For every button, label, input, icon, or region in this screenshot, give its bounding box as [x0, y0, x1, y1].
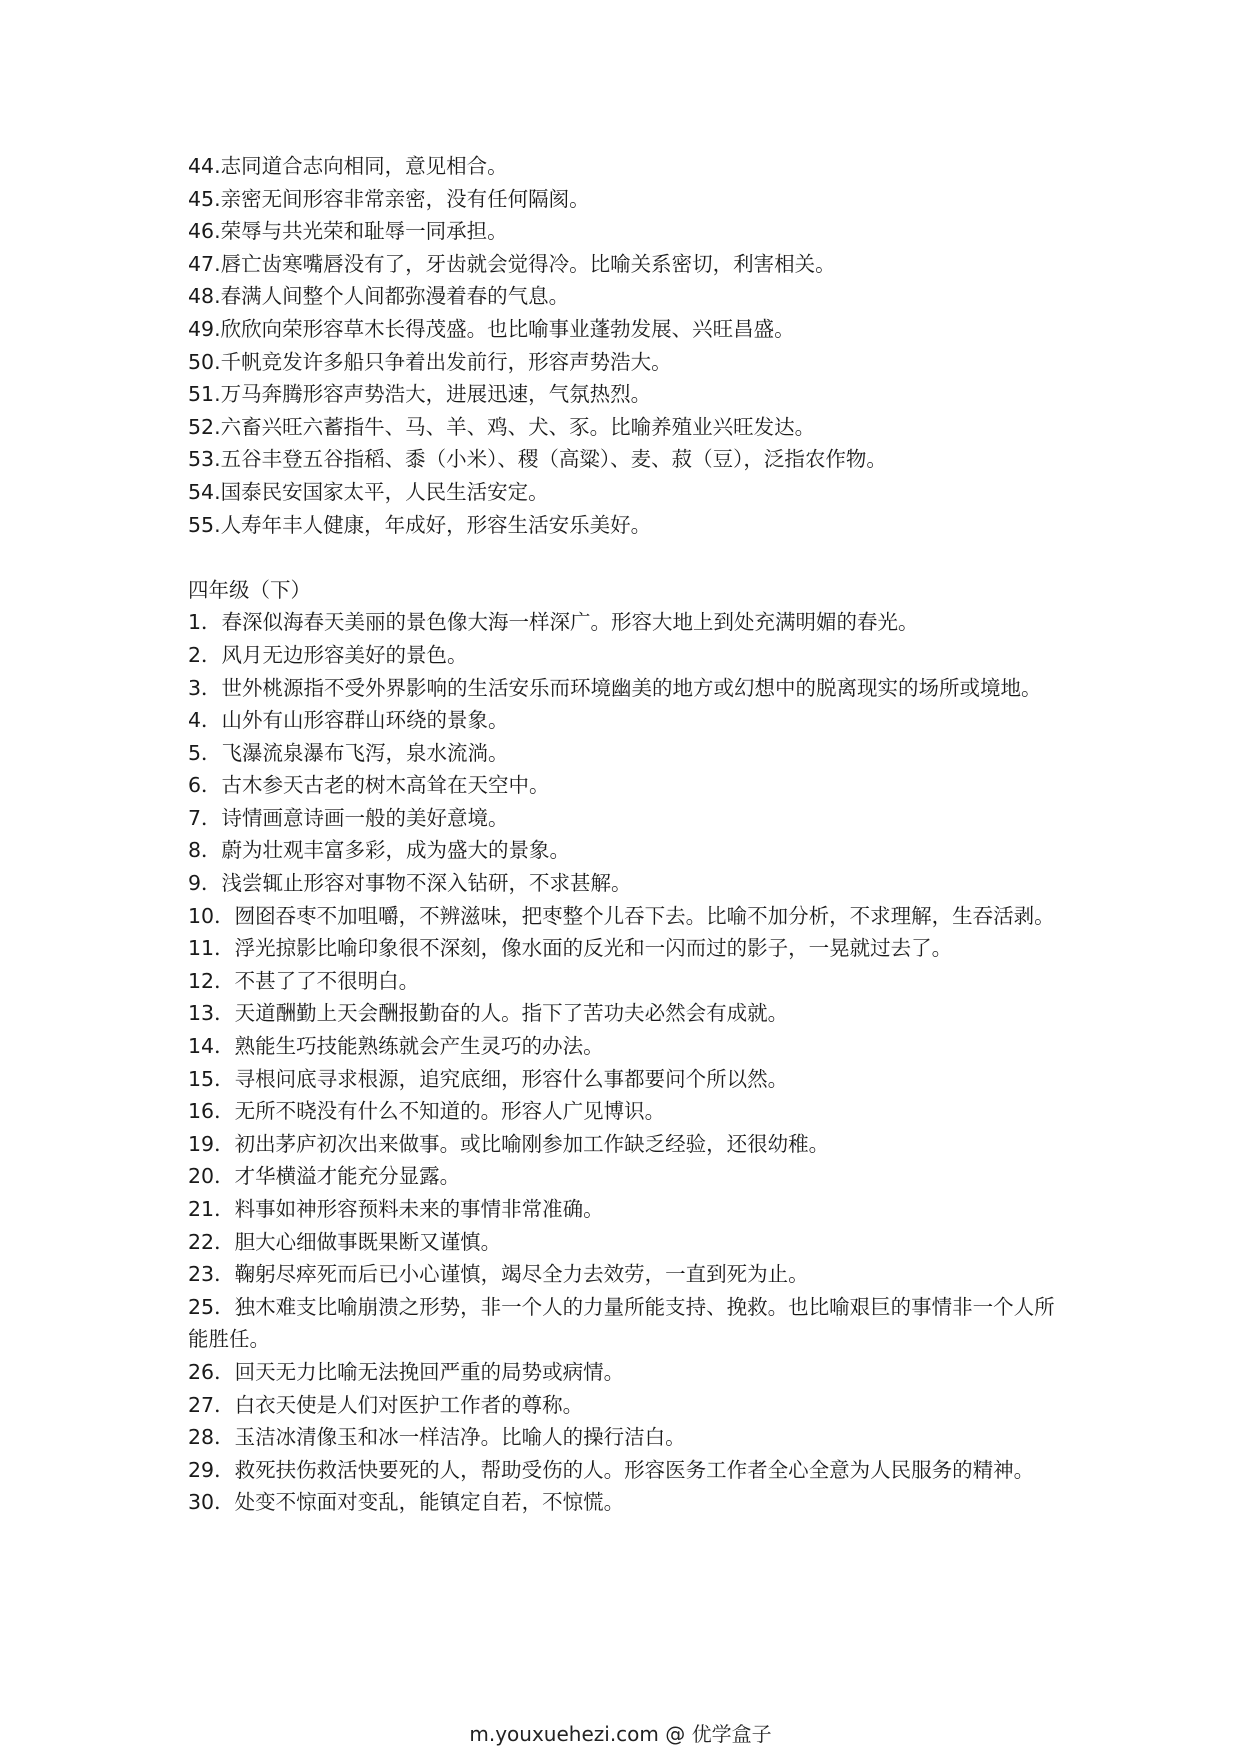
list-item: 23．鞠躬尽瘁死而后已小心谨慎，竭尽全力去效劳，一直到死为止。	[188, 1262, 809, 1287]
section-b-list	[188, 606, 1068, 1519]
list-item: 6．古木参天古老的树木高耸在天空中。	[188, 773, 550, 798]
list-item: 51.万马奔腾形容声势浩大，进展迅速，气氛热烈。	[188, 382, 652, 407]
list-item: 45.亲密无间形容非常亲密，没有任何隔阂。	[188, 186, 590, 211]
list-item: 49.欣欣向荣形容草木长得茂盛。也比喻事业蓬勃发展、兴旺昌盛。	[188, 316, 795, 341]
list-item: 29．救死扶伤救活快要死的人，帮助受伤的人。形容医务工作者全心全意为人民服务的精神。	[188, 1457, 1035, 1482]
list-item: 22．胆大心细做事既果断又谨慎。	[188, 1229, 502, 1254]
list-item: 4．山外有山形容群山环绕的景象。	[188, 708, 509, 733]
list-item: 8．蔚为壮观丰富多彩，成为盛大的景象。	[188, 838, 571, 863]
list-item: 13．天道酬勤上天会酬报勤奋的人。指下了苦功夫必然会有成就。	[188, 1001, 789, 1026]
list-item: 52.六畜兴旺六蓄指牛、马、羊、鸡、犬、豕。比喻养殖业兴旺发达。	[188, 414, 816, 439]
list-item: 48.春满人间整个人间都弥漫着春的气息。	[188, 284, 570, 309]
list-item: 16．无所不晓没有什么不知道的。形容人广见博识。	[188, 1099, 666, 1124]
list-item: 46.荣辱与共光荣和耻辱一同承担。	[188, 219, 508, 244]
list-item: 19．初出茅庐初次出来做事。或比喻刚参加工作缺乏经验，还很幼稚。	[188, 1131, 830, 1156]
list-item: 47.唇亡齿寒嘴唇没有了，牙齿就会觉得冷。比喻关系密切，利害相关。	[188, 251, 836, 276]
list-item: 15．寻根问底寻求根源，追究底细，形容什么事都要问个所以然。	[188, 1066, 789, 1091]
list-item: 27．白衣天使是人们对医护工作者的尊称。	[188, 1392, 584, 1417]
section-spacer	[188, 541, 1068, 574]
list-item: 21．料事如神形容预料未来的事情非常准确。	[188, 1197, 604, 1221]
list-item: 2．风月无边形容美好的景色。	[188, 642, 468, 667]
list-item: 9．浅尝辄止形容对事物不深入钻研，不求甚解。	[188, 871, 632, 896]
list-item: 10．囫囵吞枣不加咀嚼，不辨滋味，把枣整个儿吞下去。比喻不加分析，不求理解，生吞活剥。	[188, 903, 1055, 928]
list-item: 3．世外桃源指不受外界影响的生活安乐而环境幽美的地方或幻想中的脱离现实的场所或境地。	[188, 675, 1042, 700]
list-item: 50.千帆竞发许多船只争着出发前行，形容声势浩大。	[188, 349, 672, 374]
list-item: 30．处变不惊面对变乱，能镇定自若，不惊慌。	[188, 1490, 625, 1515]
list-item: 11．浮光掠影比喻印象很不深刻，像水面的反光和一闪而过的影子，一晃就过去了。	[188, 936, 953, 961]
list-item: 20．才华横溢才能充分显露。	[188, 1164, 461, 1189]
list-item: 55.人寿年丰人健康，年成好，形容生活安乐美好。	[188, 512, 652, 537]
section-heading: 四年级（下）	[188, 577, 311, 602]
section-a-list	[188, 150, 1068, 541]
document-page	[188, 150, 1068, 1519]
list-item: 44.志同道合志向相同，意见相合。	[188, 154, 508, 178]
list-item: 26．回天无力比喻无法挽回严重的局势或病情。	[188, 1359, 625, 1384]
list-item: 5．飞瀑流泉瀑布飞泻，泉水流淌。	[188, 740, 509, 765]
list-item: 53.五谷丰登五谷指稻、黍（小米）、稷（高粱）、麦、菽（豆），泛指农作物。	[188, 447, 887, 472]
list-item: 28．玉洁冰清像玉和冰一样洁净。比喻人的操行洁白。	[188, 1425, 686, 1450]
list-item: 7．诗情画意诗画一般的美好意境。	[188, 805, 509, 830]
list-item: 12．不甚了了不很明白。	[188, 968, 420, 993]
footer-watermark: m.youxuehezi.com @ 优学盒子	[469, 1722, 772, 1746]
list-item: 54.国泰民安国家太平，人民生活安定。	[188, 479, 549, 504]
list-item: 14．熟能生巧技能熟练就会产生灵巧的办法。	[188, 1034, 604, 1059]
list-item: 1．春深似海春天美丽的景色像大海一样深广。形容大地上到处充满明媚的春光。	[188, 610, 919, 635]
list-item: 25．独木难支比喻崩溃之形势，非一个人的力量所能支持、挽救。也比喻艰巨的事情非一个人所能胜任。	[188, 1294, 1055, 1352]
